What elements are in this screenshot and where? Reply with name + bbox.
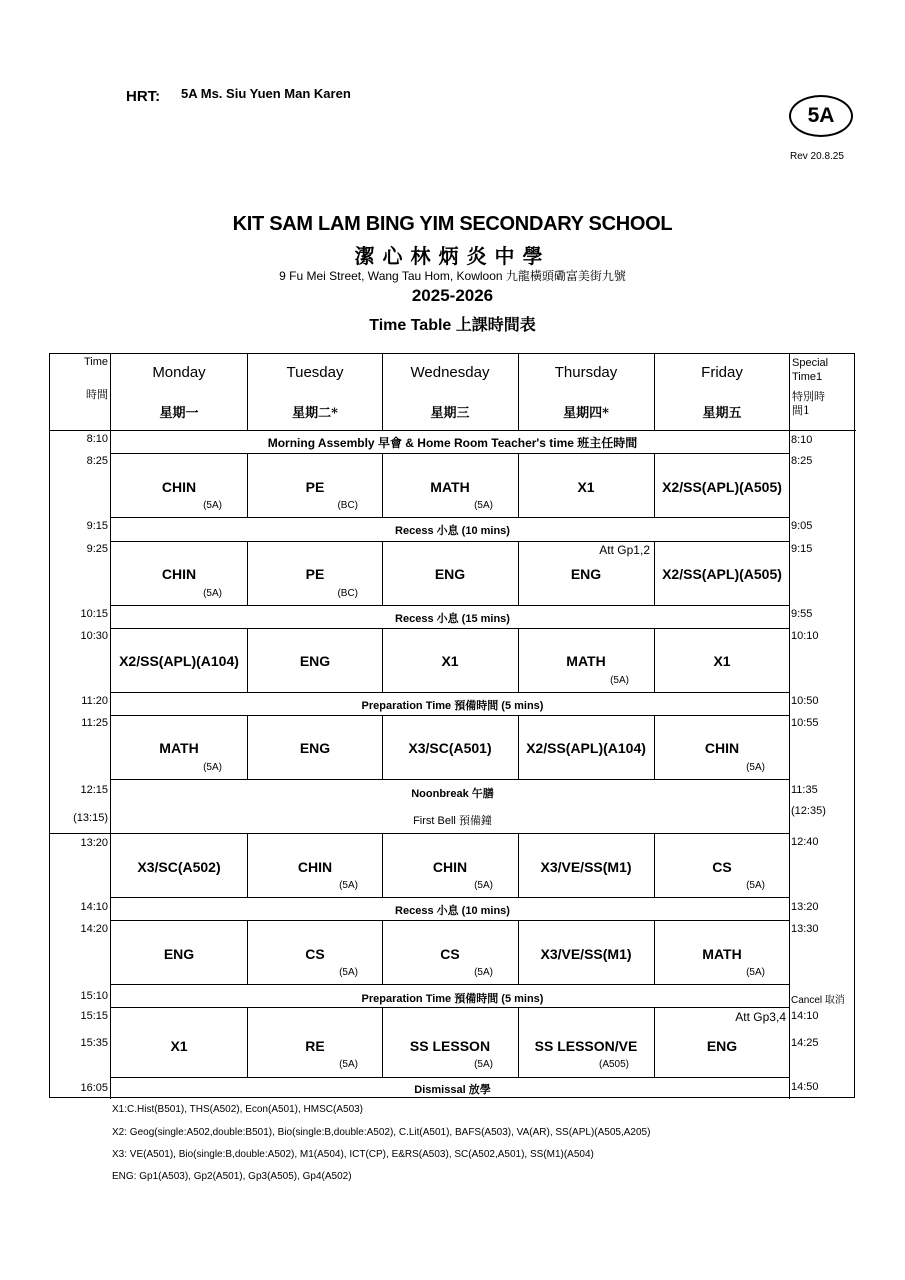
lesson-subject: X1 [577,479,595,495]
timetable-title: Time Table 上課時間表 [369,317,536,334]
grid-line [110,1077,789,1078]
lesson-subject: X3/SC(A501) [408,740,492,756]
lesson-room: (5A) [474,967,493,978]
lesson-subject: X2/SS(APL)(A104) [119,653,239,669]
time-recess3: 14:10 [80,901,108,913]
lesson-subject: MATH [430,479,470,495]
lesson-subject: ENG [706,1038,738,1054]
lesson-subject: CS [440,946,460,962]
grid-line [110,715,789,716]
lesson-subject: CHIN [704,740,740,756]
grid-line [110,779,789,780]
lesson-subject: CHIN [297,859,333,875]
lesson-subject: ENG [299,653,331,669]
footnote-x3: X3: VE(A501), Bio(single:B,double:A502), M1(A504), ICT(CP), E&RS(A503), SC(A502,A501), SS(M1)(A504) [112,1149,594,1160]
special-time-assembly: 8:10 [791,434,813,446]
lesson-subject: ENG [570,566,602,582]
school-year: 2025-2026 [411,286,494,305]
lesson-subject: ENG [299,740,331,756]
preparation-band: Preparation Time 預備時間 (5 mins) [361,993,544,1005]
lesson-room: (5A) [474,500,493,511]
school-name-en: KIT SAM LAM BING YIM SECONDARY SCHOOL [232,213,673,235]
special-time-recess3: 13:20 [791,901,819,913]
special-time-prep1: 10:50 [791,695,819,707]
time-p1: 8:25 [86,455,108,467]
lesson-subject: PE [305,566,325,582]
lesson-subject: SS LESSON/VE [534,1038,638,1054]
lesson-room: (5A) [339,1059,358,1070]
time-header-zh: 時間 [86,388,108,401]
footnote-eng: ENG: Gp1(A503), Gp2(A501), Gp3(A505), Gp4(A502) [112,1171,352,1182]
lesson-subject: CHIN [161,479,197,495]
special-time-p4: 10:55 [791,717,819,729]
special-time-p1: 8:25 [791,455,813,467]
attendance-note: Att Gp3,4 [735,1010,786,1024]
time-p7-b: 15:35 [80,1037,108,1049]
recess-band: Recess 小息 (10 mins) [395,525,510,537]
grid-line [110,897,789,898]
special-time-recess1: 9:05 [791,520,813,532]
time-first-bell: (13:15) [73,812,108,824]
lesson-room: (5A) [474,880,493,891]
grid-line [110,605,789,606]
lesson-subject: RE [305,1038,325,1054]
special-time-p7-b: 14:25 [791,1037,819,1049]
lesson-subject: X3/SC(A502) [137,859,221,875]
lesson-room: (BC) [337,588,358,599]
lesson-subject: ENG [434,566,466,582]
lesson-subject: X3/VE/SS(M1) [540,946,632,962]
lesson-subject: MATH [159,740,199,756]
grid-line [110,1007,789,1008]
time-prep2: 15:10 [80,990,108,1002]
lesson-subject: CS [712,859,732,875]
hrt-value: 5A Ms. Siu Yuen Man Karen [181,86,351,101]
time-p2: 9:25 [86,543,108,555]
special-time-p3: 10:10 [791,630,819,642]
time-recess1: 9:15 [86,520,108,532]
assembly-band: Morning Assembly 早會 & Home Room Teacher's time 班主任時間 [267,436,638,450]
day-header-friday-zh: 星期五 [702,406,742,421]
recess-band: Recess 小息 (10 mins) [395,905,510,917]
day-header-wednesday: Wednesday [410,364,490,381]
revision-label: Rev 20.8.25 [790,151,844,162]
lesson-room: (5A) [203,500,222,511]
grid-line [50,833,789,834]
lesson-subject: X1 [170,1038,188,1054]
lesson-room: (5A) [610,675,629,686]
grid-line [50,430,856,431]
special-time-p7: 14:10 [791,1010,819,1022]
lesson-subject: X3/VE/SS(M1) [540,859,632,875]
first-bell-band: First Bell 預備鐘 [413,815,492,827]
footnote-x2: X2: Geog(single:A502,double:B501), Bio(single:B,double:A502), C.Lit(A501), BAFS(A503), VA(AR), SS(APL)(A505,A205) [112,1127,651,1138]
lesson-room: (5A) [474,1059,493,1070]
lesson-subject: CHIN [432,859,468,875]
special-time-dismissal: 14:50 [791,1081,819,1093]
lesson-subject: X2/SS(APL)(A505) [662,566,782,582]
time-header [52,356,108,402]
time-p4: 11:25 [81,717,108,729]
grid-line [110,692,789,693]
lesson-subject: X2/SS(APL)(A505) [662,479,782,495]
lesson-subject: X1 [713,653,731,669]
grid-line [789,354,790,1099]
time-prep1: 11:20 [81,695,108,707]
preparation-band: Preparation Time 預備時間 (5 mins) [361,700,544,712]
special-time-recess2: 9:55 [791,608,813,620]
grid-line [110,354,111,1099]
dismissal-band: Dismissal 放學 [414,1084,491,1096]
grid-line [110,920,789,921]
class-badge: 5A [789,95,853,137]
time-assembly: 8:10 [86,433,108,445]
lesson-subject: SS LESSON [409,1038,491,1054]
recess-band: Recess 小息 (15 mins) [395,613,510,625]
special-time-p2: 9:15 [791,543,813,555]
lesson-room: (5A) [746,880,765,891]
lesson-subject: PE [305,479,325,495]
day-header-tuesday-zh: 星期二* [292,406,338,421]
grid-line [110,453,789,454]
day-header-wednesday-zh: 星期三 [430,406,470,421]
school-address: 9 Fu Mei Street, Wang Tau Hom, Kowloon 九龍橫頭磡富美街九號 [279,269,626,283]
lesson-room: (5A) [339,880,358,891]
lesson-room: (5A) [203,762,222,773]
grid-line [110,517,789,518]
day-header-tuesday: Tuesday [286,364,344,381]
lesson-subject: X2/SS(APL)(A104) [526,740,646,756]
footnote-x1: X1:C.Hist(B501), THS(A502), Econ(A501), HMSC(A503) [112,1104,364,1115]
lesson-room: (A505) [598,1059,629,1070]
lesson-subject: ENG [163,946,195,962]
special-time-noon: 11:35 [791,784,818,796]
time-dismissal: 16:05 [80,1082,108,1094]
lesson-subject: X1 [441,653,459,669]
special-time-prep2: Cancel 取消 [791,995,845,1006]
time-recess2: 10:15 [80,608,108,620]
time-p5: 13:20 [80,837,108,849]
school-name-zh: 潔心林炳炎中學 [354,244,551,268]
grid-line [110,628,789,629]
lesson-room: (5A) [746,762,765,773]
lesson-subject: MATH [566,653,606,669]
time-p7: 15:15 [80,1010,108,1022]
time-p3: 10:30 [80,630,108,642]
day-header-thursday: Thursday [554,364,618,381]
day-header-friday: Friday [701,364,743,381]
lesson-subject: CHIN [161,566,197,582]
special-header-en: Special Time1 [792,357,829,383]
time-header-en: Time [83,356,108,368]
special-time-p5: 12:40 [791,836,819,848]
day-header-monday-zh: 星期一 [159,406,199,421]
special-time-p6: 13:30 [791,923,819,935]
lesson-subject: MATH [702,946,742,962]
attendance-note: Att Gp1,2 [599,543,650,557]
lesson-room: (5A) [339,967,358,978]
lesson-room: (BC) [337,500,358,511]
grid-line [110,984,789,985]
lesson-room: (5A) [746,967,765,978]
noonbreak-band: Noonbreak 午膳 [411,788,494,800]
day-header-monday: Monday [152,364,206,381]
special-time-first-bell: (12:35) [791,805,826,817]
lesson-room: (5A) [203,588,222,599]
special-header-zh: 特別時間1 [792,390,825,417]
day-header-thursday-zh: 星期四* [563,406,609,421]
lesson-subject: CS [305,946,325,962]
grid-line [110,541,789,542]
time-noon: 12:15 [80,784,108,796]
timetable-grid [49,353,855,1098]
special-time-header [792,356,854,418]
hrt-label: HRT: [126,88,161,105]
time-p6: 14:20 [80,923,108,935]
